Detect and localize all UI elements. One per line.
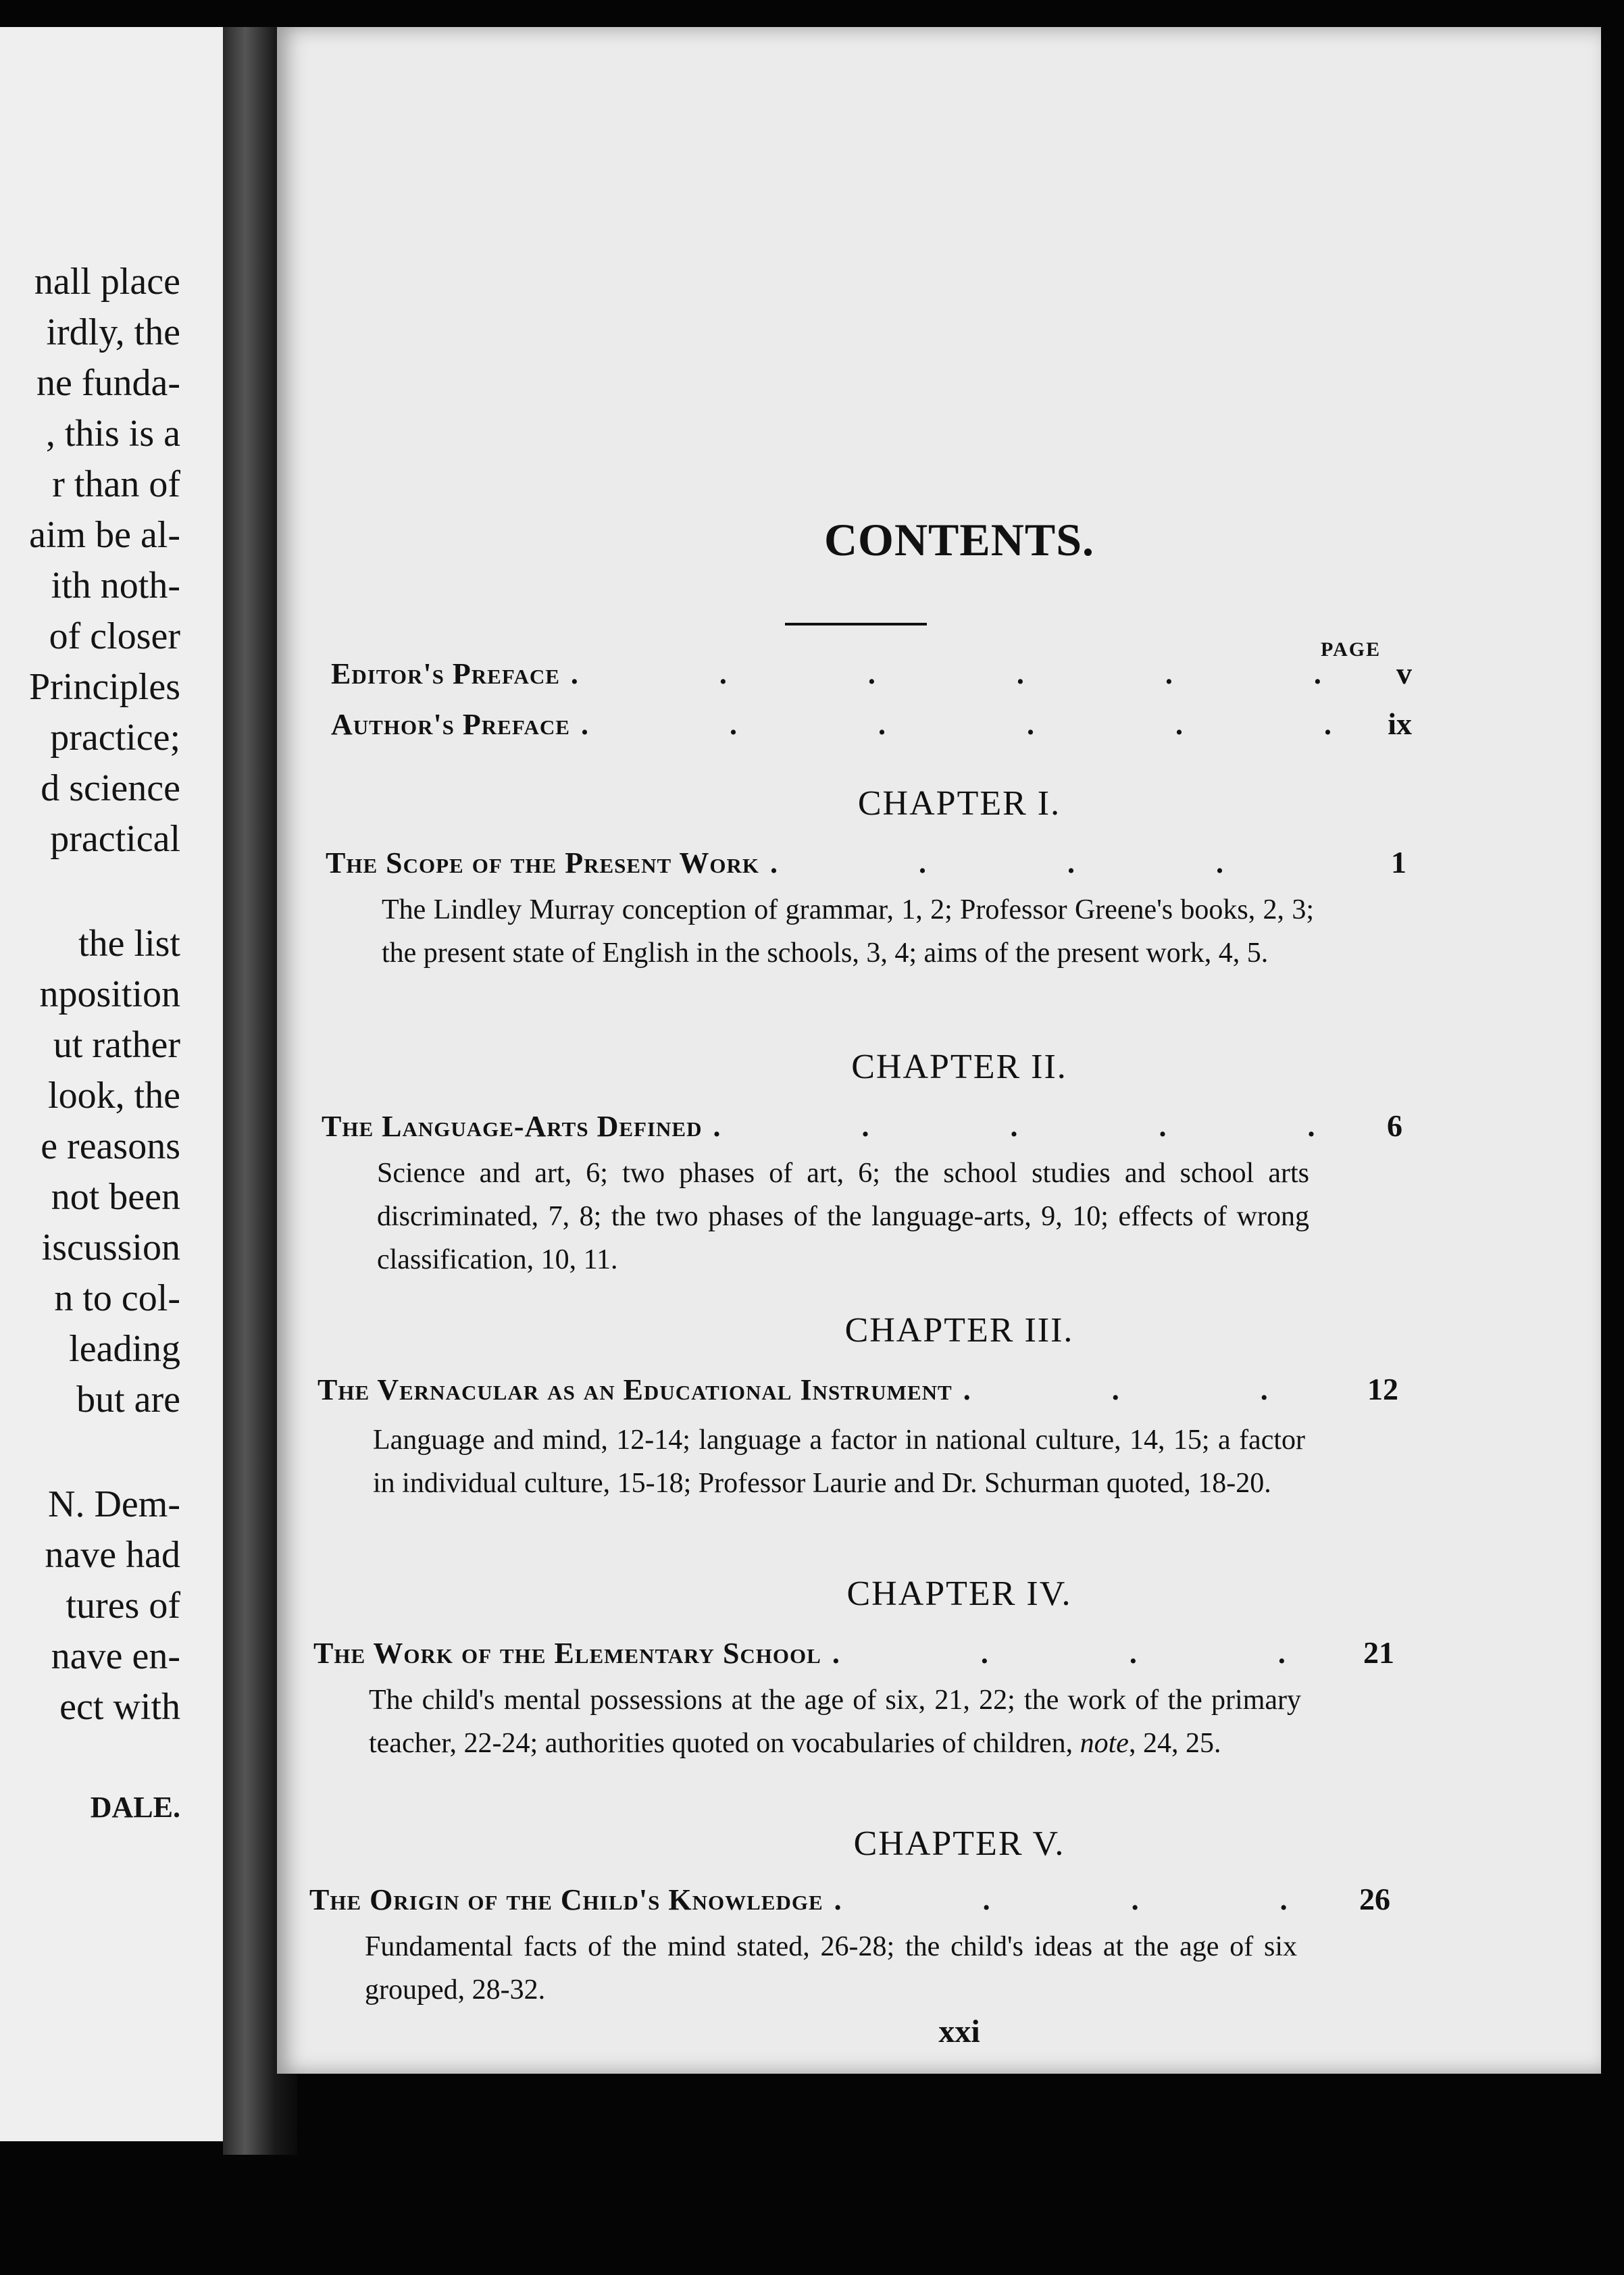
left-text-line: d science [41,767,180,809]
toc-entry-title: The Scope of the Present Work [326,846,759,879]
toc-entry-title: The Work of the Elementary School [313,1637,821,1670]
toc-entry [318,1371,1398,1412]
chapter-summary: Science and art, 6; two phases of art, 6; the school studies and school arts discriminated, 7, 8; the two phases of the language-arts, 9, 10; effects of wrong classification, 10, 11. [377,1158,1309,1275]
leader-dots [713,1109,1351,1144]
chapter-summary: Fundamental facts of the mind stated, 26-28; the child's ideas at the age of six grouped, 28-32. [365,1931,1297,2005]
page-title: CONTENTS. [823,514,1095,565]
leader-dots [571,657,1361,691]
toc-entry-page: 1 [1391,845,1406,879]
left-text-line: nall place [34,261,180,303]
chapter-heading: CHAPTER III. [844,1311,1074,1350]
chapter-summary-note: note [1080,1728,1129,1759]
left-text-line: of closer [49,615,180,657]
left-text-line: look, the [48,1075,180,1117]
chapter-summary-text: , 24, 25. [1128,1728,1221,1759]
left-text-line: ut rather [53,1024,180,1066]
left-text-line: Principles [29,666,180,708]
left-text-line: the list [78,923,180,965]
page-column-label: PAGE [1321,638,1381,661]
chapter-heading: CHAPTER I. [857,784,1061,823]
chapter-heading: CHAPTER IV. [846,1575,1072,1613]
toc-entry-title: Editor's Preface [331,657,560,690]
toc-entry-title: The Origin of the Child's Knowledge [309,1883,823,1916]
leader-dots [834,1883,1339,1917]
chapter-summary: The Lindley Murray conception of grammar, 1, 2; Professor Greene's books, 2, 3; the present state of English in the schools, 3, 4; aims of the present work, 4, 5. [382,894,1314,969]
toc-entry-title: Author's Preface [331,708,570,741]
left-text-line: , this is a [45,413,180,455]
left-signature: DALE. [90,1791,180,1824]
leader-dots [963,1373,1347,1407]
chapter-summary [369,1679,1301,1765]
title-rule [785,623,927,625]
left-text-line: ect with [59,1686,180,1728]
left-text-line: practical [50,818,180,860]
chapter-summary-text: The child's mental possessions at the age of six, 21, 22; the work of the primary teacher, 22-24; authorities quoted on vocabularies of children, [369,1685,1301,1759]
left-text-line: practice; [50,717,180,759]
contents-page [277,27,1601,2074]
chapter-heading: CHAPTER II. [851,1048,1067,1086]
leader-dots [770,846,1355,880]
leader-dots [581,707,1361,742]
left-text-line: N. Dem- [48,1483,180,1525]
previous-page-fragment [0,27,233,2141]
chapter-heading: CHAPTER V. [853,1824,1065,1863]
left-text-line: nave had [45,1534,180,1576]
toc-entry [326,844,1406,885]
left-text-line: e reasons [41,1125,180,1167]
chapter-summary: Language and mind, 12-14; language a factor in national culture, 14, 15; a factor in individual culture, 15-18; Professor Laurie and Dr. Schurman quoted, 18-20. [373,1425,1305,1499]
leader-dots [832,1636,1343,1670]
left-text-line: leading [69,1328,180,1370]
left-text-line: ith noth- [51,565,180,607]
toc-entry [331,655,1412,696]
left-text-line: but are [76,1379,180,1421]
toc-entry-page: ix [1388,707,1412,741]
toc-entry-title: The Language-Arts Defined [322,1110,703,1143]
page-number: xxi [938,2014,980,2049]
left-text-line: iscussion [41,1227,180,1269]
left-text-line: n to col- [54,1277,180,1319]
toc-entry [309,1881,1390,1922]
toc-entry-page: 26 [1359,1882,1390,1916]
toc-entry-page: v [1396,656,1412,690]
toc-entry-page: 6 [1387,1108,1402,1143]
left-text-line: not been [51,1176,180,1218]
left-text-line: nposition [39,973,180,1015]
toc-entry-title: The Vernacular as an Educational Instrument [318,1373,953,1406]
left-text-line: aim be al- [29,514,180,556]
toc-entry [313,1635,1394,1675]
toc-entry-page: 12 [1367,1372,1398,1406]
left-text-line: ne funda- [36,362,180,404]
left-text-line: irdly, the [46,311,180,353]
toc-entry [331,706,1412,746]
toc-entry-page: 21 [1363,1635,1394,1670]
toc-entry [322,1108,1402,1148]
left-text-line: r than of [52,463,180,505]
left-text-line: nave en- [51,1635,180,1677]
left-text-line: tures of [66,1585,180,1627]
